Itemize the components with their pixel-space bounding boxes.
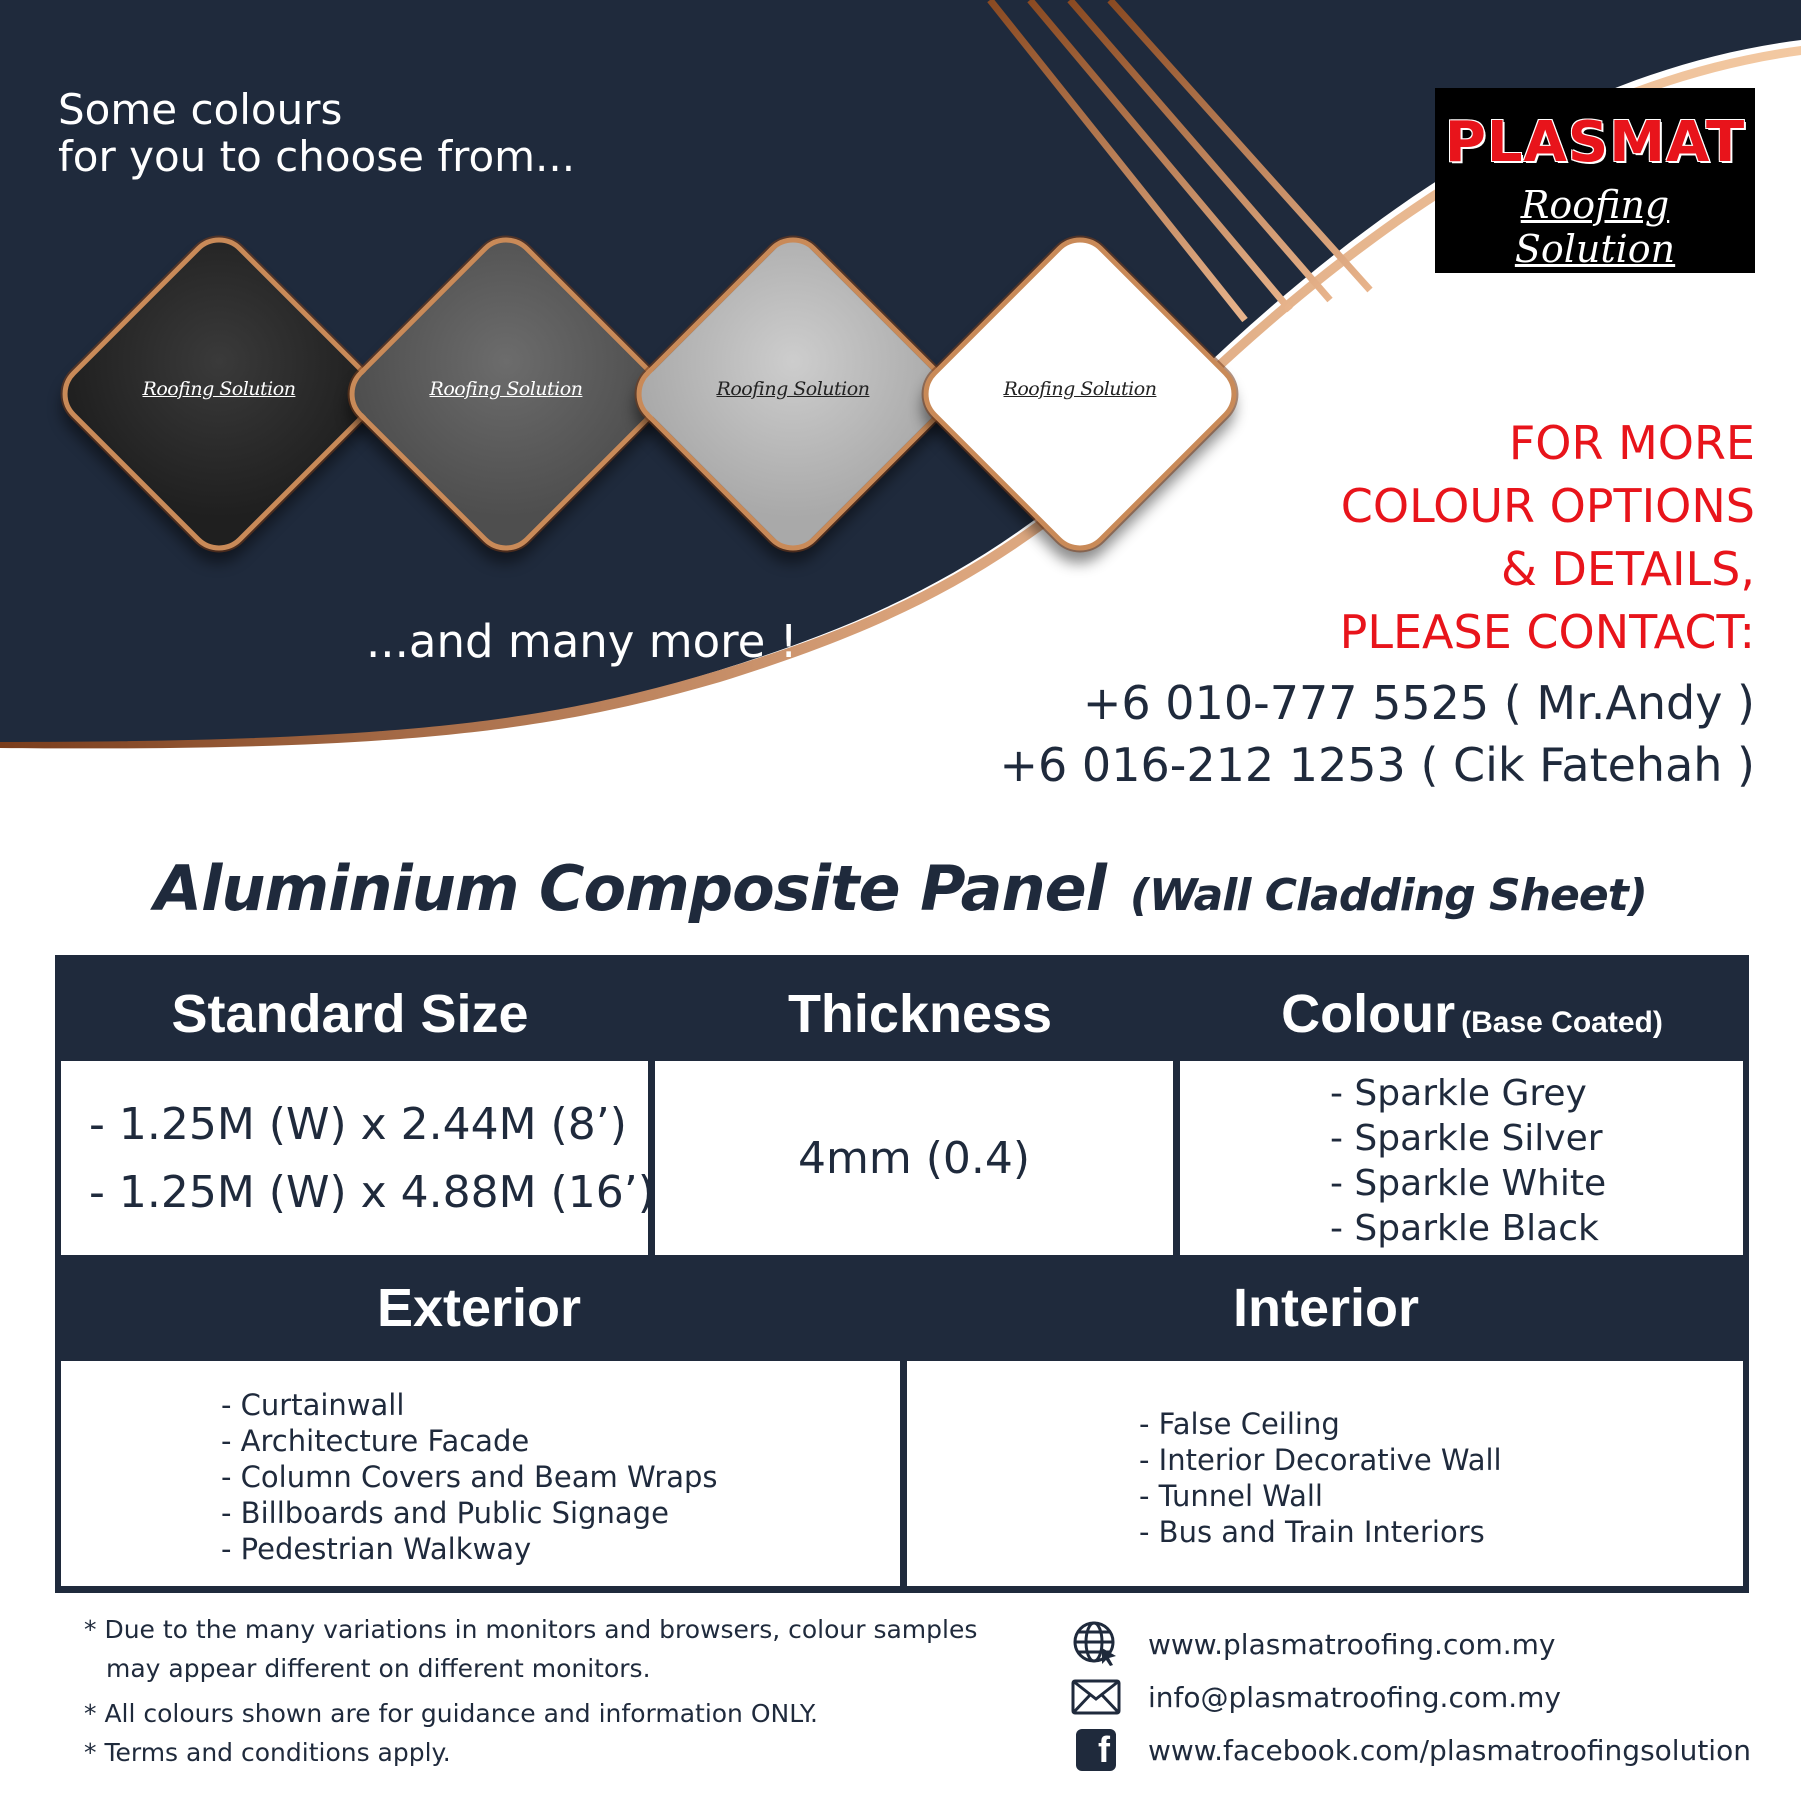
exterior-item: - Architecture Facade [221, 1424, 530, 1458]
size-item: - 1.25M (W) x 2.44M (8’) [89, 1099, 627, 1150]
size-item: - 1.25M (W) x 4.88M (16’) [89, 1167, 655, 1218]
header-interior: Interior [1232, 1278, 1420, 1338]
cell-thickness [655, 1061, 1173, 1255]
intro-line-2: for you to choose from... [58, 132, 576, 181]
contact-cta [1235, 412, 1755, 664]
swatch-watermark: Roofing Solution [142, 378, 296, 400]
colour-item: - Sparkle White [1330, 1163, 1607, 1204]
spec-table [55, 955, 1749, 1593]
header-colour-label: Colour [1281, 984, 1456, 1044]
interior-item: - Interior Decorative Wall [1139, 1443, 1502, 1477]
cta-line: & DETAILS, [1501, 542, 1755, 596]
colour-item: - Sparkle Silver [1330, 1118, 1603, 1159]
email-link[interactable]: info@plasmatroofing.com.my [1148, 1680, 1561, 1714]
globe-icon [1070, 1619, 1122, 1669]
swatch-watermark: Roofing Solution [429, 378, 583, 400]
exterior-item: - Column Covers and Beam Wraps [221, 1460, 718, 1494]
header-colour [1195, 983, 1749, 1045]
intro-text [58, 86, 758, 180]
cta-line: FOR MORE [1508, 416, 1755, 470]
product-subtitle: (Wall Cladding Sheet) [1129, 870, 1647, 921]
email-row[interactable] [1070, 1672, 1561, 1722]
cta-line: COLOUR OPTIONS [1340, 479, 1755, 533]
envelope-icon [1070, 1672, 1122, 1722]
facebook-link[interactable]: www.facebook.com/plasmatroofingsolution [1148, 1733, 1751, 1767]
swatch-watermark: Roofing Solution [716, 378, 870, 400]
website-row[interactable] [1070, 1619, 1556, 1669]
header-colour-note: (Base Coated) [1461, 1006, 1663, 1039]
cell-exterior [61, 1361, 900, 1586]
thickness-value: 4mm (0.4) [797, 1132, 1030, 1184]
header-exterior: Exterior [376, 1278, 582, 1338]
cell-interior [907, 1361, 1743, 1586]
plasmat-logo [1435, 88, 1755, 273]
many-more-text: ...and many more ! [366, 615, 798, 668]
disclaimer-notes [84, 1610, 1044, 1772]
note-item: may appear different on different monitors. [106, 1654, 651, 1683]
cell-colour [1180, 1061, 1743, 1255]
header-standard-size: Standard Size [171, 984, 529, 1044]
colour-item: - Sparkle Grey [1330, 1073, 1587, 1114]
swatch-watermark: Roofing Solution [1003, 378, 1157, 400]
note-item: * Terms and conditions apply. [84, 1738, 451, 1767]
website-link[interactable]: www.plasmatroofing.com.my [1148, 1627, 1556, 1661]
phone-andy[interactable]: +6 010-777 5525 ( Mr.Andy ) [1082, 676, 1755, 730]
phone-numbers [855, 672, 1755, 796]
logo-brand: PLASMAT [1444, 110, 1746, 175]
facebook-row[interactable] [1070, 1725, 1751, 1775]
note-item: * Due to the many variations in monitors and browsers, colour samples [84, 1615, 978, 1644]
cell-standard-size [61, 1061, 655, 1255]
exterior-item: - Curtainwall [221, 1388, 405, 1422]
product-name: Aluminium Composite Panel [154, 852, 1106, 925]
product-title [0, 852, 1801, 925]
colour-item: - Sparkle Black [1330, 1208, 1599, 1249]
cta-line: PLEASE CONTACT: [1339, 605, 1755, 659]
exterior-item: - Billboards and Public Signage [221, 1496, 669, 1530]
colour-banner [0, 0, 1801, 800]
interior-item: - Tunnel Wall [1139, 1479, 1323, 1513]
facebook-icon-glyph: f [1076, 1729, 1116, 1771]
exterior-item: - Pedestrian Walkway [221, 1532, 532, 1566]
facebook-icon [1070, 1725, 1122, 1775]
interior-item: - Bus and Train Interiors [1139, 1515, 1485, 1549]
interior-item: - False Ceiling [1139, 1407, 1340, 1441]
intro-line-1: Some colours [58, 85, 343, 134]
logo-tagline: Roofing Solution [1514, 183, 1676, 271]
phone-fatehah[interactable]: +6 016-212 1253 ( Cik Fatehah ) [999, 738, 1755, 792]
note-item: * All colours shown are for guidance and information ONLY. [84, 1699, 818, 1728]
header-thickness: Thickness [787, 984, 1053, 1044]
